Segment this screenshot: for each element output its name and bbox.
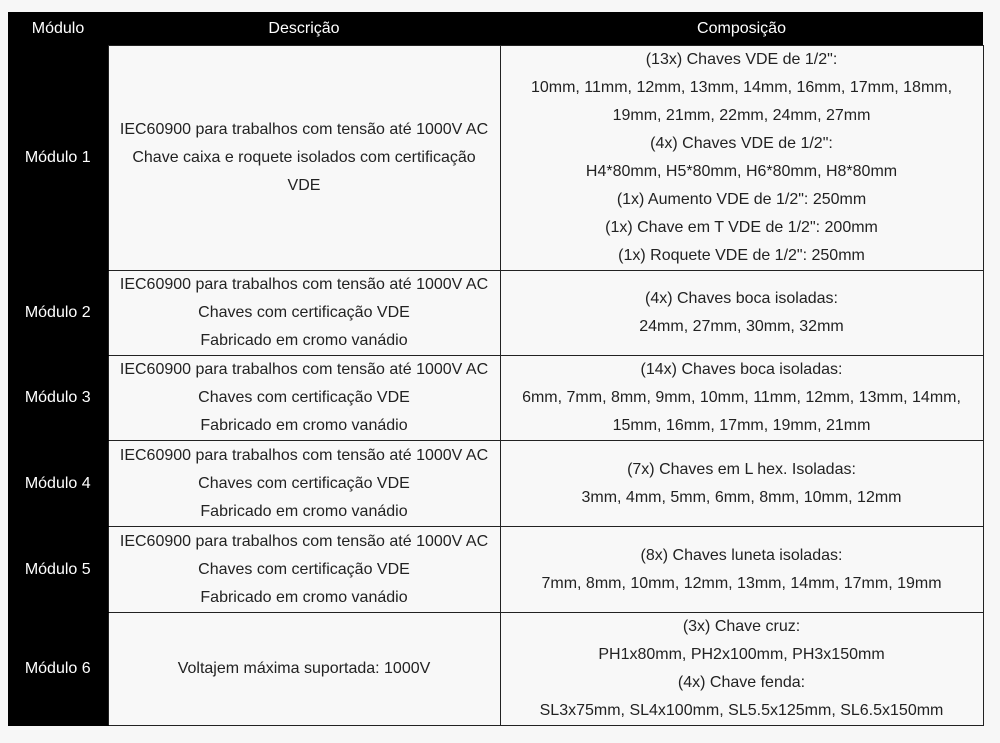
module-name: Módulo 4 xyxy=(8,441,108,527)
composition-line: 7mm, 8mm, 10mm, 12mm, 13mm, 14mm, 17mm, 19mm xyxy=(541,574,942,592)
table-row xyxy=(8,527,983,613)
module-name: Módulo 1 xyxy=(8,46,108,271)
table-row xyxy=(8,271,983,356)
table-row xyxy=(8,441,983,527)
description-line: Fabricado em cromo vanádio xyxy=(200,588,408,606)
module-name: Módulo 2 xyxy=(8,271,108,356)
description-line: Chaves com certificação VDE xyxy=(198,389,410,406)
description-line: IEC60900 para trabalhos com tensão até 1000V AC xyxy=(119,121,489,138)
description-line: IEC60900 para trabalhos com tensão até 1000V AC xyxy=(119,361,489,378)
description-cell xyxy=(108,46,500,271)
composition-line: 19mm, 21mm, 22mm, 24mm, 27mm xyxy=(612,107,871,124)
header-composition: Composição xyxy=(500,12,983,46)
composition-line: 6mm, 7mm, 8mm, 9mm, 10mm, 11mm, 12mm, 13mm, 14mm, xyxy=(522,389,961,406)
composition-cell xyxy=(500,271,983,356)
table-row xyxy=(8,356,983,441)
description-line: Chaves com certificação VDE xyxy=(198,560,410,578)
table-row xyxy=(8,46,983,271)
description-line: Chaves com certificação VDE xyxy=(198,474,410,492)
composition-line: (14x) Chaves boca isoladas: xyxy=(640,361,843,378)
composition-line: (1x) Roquete VDE de 1/2": 250mm xyxy=(618,247,865,264)
description-line: VDE xyxy=(287,177,321,194)
composition-line: H4*80mm, H5*80mm, H6*80mm, H8*80mm xyxy=(585,163,898,180)
description-cell xyxy=(108,441,500,527)
composition-line: (4x) Chaves VDE de 1/2": xyxy=(650,135,833,152)
composition-line: PH1x80mm, PH2x100mm, PH3x150mm xyxy=(598,646,885,663)
composition-cell xyxy=(500,527,983,613)
description-line: Fabricado em cromo vanádio xyxy=(200,332,408,349)
composition-cell xyxy=(500,46,983,271)
description-line: IEC60900 para trabalhos com tensão até 1000V AC xyxy=(119,446,489,464)
description-line: Fabricado em cromo vanádio xyxy=(200,502,408,520)
composition-line: 3mm, 4mm, 5mm, 6mm, 8mm, 10mm, 12mm xyxy=(581,488,902,506)
composition-line: 24mm, 27mm, 30mm, 32mm xyxy=(639,318,844,335)
modules-table xyxy=(8,12,984,726)
description-line: Chave caixa e roquete isolados com certificação xyxy=(132,149,476,166)
description-cell xyxy=(108,527,500,613)
module-name: Módulo 6 xyxy=(8,613,108,726)
description-cell xyxy=(108,356,500,441)
composition-line: (8x) Chaves luneta isoladas: xyxy=(640,546,843,564)
description-line: Voltajem máxima suportada: 1000V xyxy=(177,660,431,677)
composition-line: (1x) Chave em T VDE de 1/2": 200mm xyxy=(605,219,878,236)
composition-line: 10mm, 11mm, 12mm, 13mm, 14mm, 16mm, 17mm, 18mm, xyxy=(530,79,953,96)
composition-cell xyxy=(500,441,983,527)
composition-line: (13x) Chaves VDE de 1/2": xyxy=(645,51,838,68)
composition-line: 15mm, 16mm, 17mm, 19mm, 21mm xyxy=(612,417,871,434)
description-line: IEC60900 para trabalhos com tensão até 1000V AC xyxy=(119,532,489,550)
composition-line: (3x) Chave cruz: xyxy=(682,618,801,635)
composition-line: (4x) Chave fenda: xyxy=(677,674,806,691)
composition-line: (4x) Chaves boca isoladas: xyxy=(645,290,838,307)
description-line: IEC60900 para trabalhos com tensão até 1000V AC xyxy=(119,276,489,293)
header-module: Módulo xyxy=(8,12,108,46)
composition-line: (1x) Aumento VDE de 1/2": 250mm xyxy=(616,191,867,208)
header-description: Descrição xyxy=(108,12,500,46)
composition-line: (7x) Chaves em L hex. Isoladas: xyxy=(627,460,856,478)
description-line: Fabricado em cromo vanádio xyxy=(200,417,408,434)
composition-cell xyxy=(500,613,983,726)
composition-cell xyxy=(500,356,983,441)
description-cell xyxy=(108,613,500,726)
header-row xyxy=(8,12,983,46)
module-name: Módulo 3 xyxy=(8,356,108,441)
module-name: Módulo 5 xyxy=(8,527,108,613)
description-cell xyxy=(108,271,500,356)
composition-line: SL3x75mm, SL4x100mm, SL5.5x125mm, SL6.5x150mm xyxy=(539,702,944,719)
table-row xyxy=(8,613,983,726)
description-line: Chaves com certificação VDE xyxy=(198,304,410,321)
